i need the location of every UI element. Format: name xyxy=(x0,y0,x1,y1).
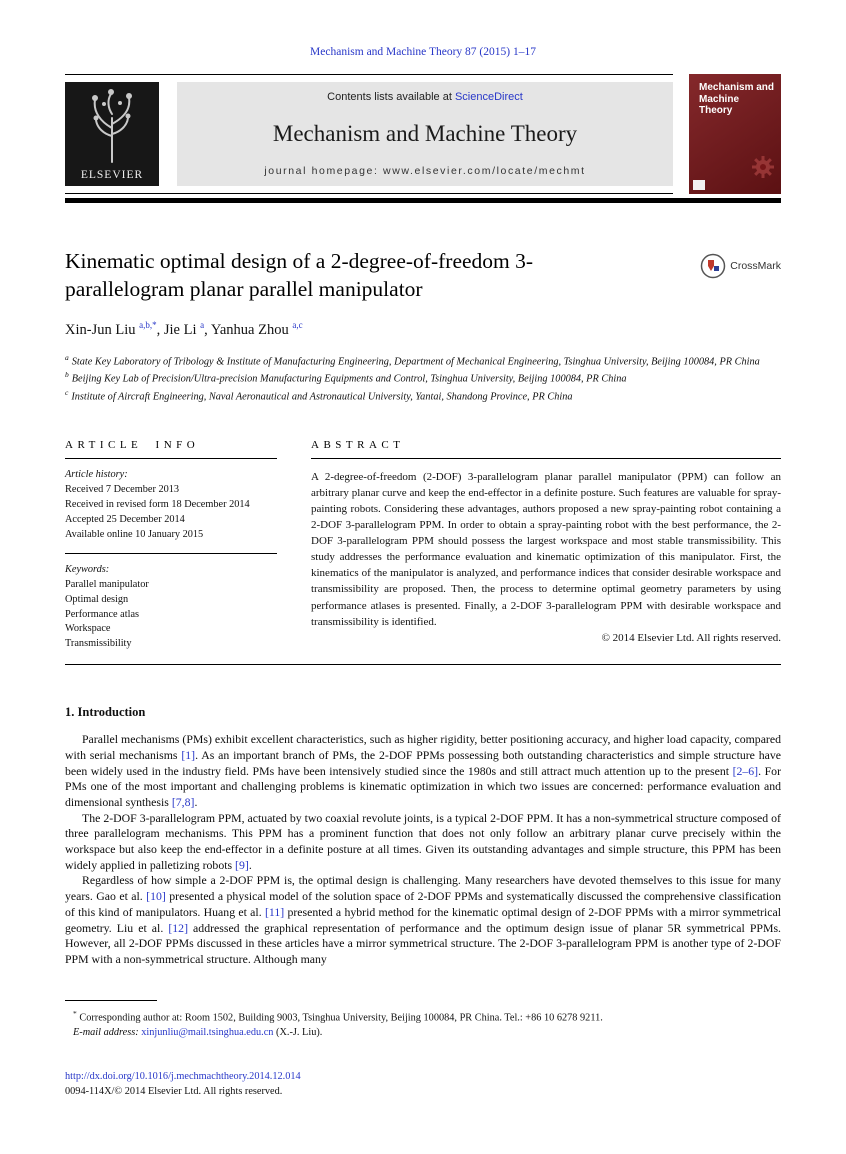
keyword: Transmissibility xyxy=(65,638,132,650)
journal-title: Mechanism and Machine Theory xyxy=(272,121,578,146)
intro-paragraph: The 2-DOF 3-parallelogram PPM, actuated by two coaxial revolute joints, is a typical 2-DOF PPM. It has a non-symmetrical structure composed of three parallelogram mechanisms. This PPM has a prominent function that does not only follow an arbitrary planar curve precisely within the workspace but also keep the end-effector in a definite posture at all times. Given its outstanding advantages and simple structure, this PPM has been widely applied in palletizing robots [9]. xyxy=(65,810,781,872)
email-note: E-mail address: xinjunliu@mail.tsinghua.edu.cn (X.-J. Liu). xyxy=(73,1027,323,1039)
affiliation: $^a$ State Key Laboratory of Tribology & Institute of Manufacturing Engineering, Department of Mechanical Engineering, Tsinghua University, Beijing 100084, PR China xyxy=(65,352,760,367)
citation-link[interactable]: [11] xyxy=(264,904,285,919)
divider-bar xyxy=(65,198,781,203)
abstract-copyright: © 2014 Elsevier Ltd. All rights reserved. xyxy=(601,631,781,644)
citation-link[interactable]: [10] xyxy=(146,889,166,904)
citation-link[interactable]: [9] xyxy=(235,857,249,872)
sciencedirect-link[interactable]: ScienceDirect xyxy=(454,91,523,103)
section-heading: 1. Introduction xyxy=(65,705,146,720)
history-line: Available online 10 January 2015 xyxy=(65,528,204,540)
article-info-heading: ARTICLE INFO xyxy=(65,439,277,459)
history-label: Article history: xyxy=(65,469,128,481)
author-affil-sup: a,b,* xyxy=(139,319,157,330)
keywords-block xyxy=(65,554,277,653)
abstract-heading: ABSTRACT xyxy=(311,439,781,459)
keyword: Workspace xyxy=(65,623,111,635)
citation-link[interactable]: [7,8] xyxy=(171,795,195,810)
article-history xyxy=(65,459,277,554)
issn-copyright-line: 0094-114X/© 2014 Elsevier Ltd. All rights reserved. xyxy=(65,1086,283,1098)
title-row xyxy=(65,247,781,304)
citation-link[interactable]: [1] xyxy=(181,747,196,762)
journal-citation-link[interactable]: Mechanism and Machine Theory 87 (2015) 1–17 xyxy=(310,46,536,58)
author-name: Yanhua Zhou $^{a,c}$ xyxy=(210,319,303,338)
cover-footer-strip xyxy=(693,180,705,190)
author-name: Jie Li $^a$ xyxy=(163,319,205,338)
page-footer xyxy=(65,1069,781,1100)
crossmark-icon xyxy=(700,253,726,279)
keyword: Optimal design xyxy=(65,593,129,605)
contents-text: Contents lists available at xyxy=(327,91,455,103)
affiliation: $^b$ Beijing Key Lab of Precision/Ultra-precision Manufacturing Equipments and Control, Tsinghua University, Beijing 100084, PR China xyxy=(65,370,627,385)
author-affil-sup: a xyxy=(200,319,205,330)
author-name: Xin-Jun Liu $^{a,b,*}$ xyxy=(65,319,157,338)
crossmark-badge[interactable] xyxy=(700,253,781,279)
doi-link[interactable]: http://dx.doi.org/10.1016/j.mechmachtheory.2014.12.014 xyxy=(65,1070,301,1082)
intro-paragraph: Parallel mechanisms (PMs) exhibit excellent characteristics, such as higher rigidity, better positioning accuracy, and higher load capacity, compared with serial mechanisms [1]. As an important branch of PMs, the 2-DOF PPMs possessing both outstanding characteristics and simple structure have been widely used in the industry field. PMs have been intensively studied since the 1980s and still attract much attention up to the present [2–6]. For PMs one of the most important and challenging problems is kinematic optimization in which two issues are concerned: performance evaluation and dimensional synthesis [7,8]. xyxy=(65,732,782,810)
author-list: Xin-Jun Liu $^{a,b,*}$, Jie Li $^a$, Yanhua Zhou $^{a,c}$ xyxy=(65,319,303,338)
history-line: Received 7 December 2013 xyxy=(65,484,180,496)
crossmark-label: CrossMark xyxy=(730,260,781,272)
keyword: Parallel manipulator xyxy=(65,578,149,590)
banner-main xyxy=(65,74,673,194)
citation-link[interactable]: [2–6] xyxy=(732,763,759,778)
journal-cover-thumbnail[interactable] xyxy=(689,74,781,194)
footnote xyxy=(65,1000,781,1041)
article-info-column xyxy=(65,439,277,652)
citation-link[interactable]: [12] xyxy=(168,920,188,935)
history-line: Accepted 25 December 2014 xyxy=(65,513,185,525)
author-affil-sup: a,c xyxy=(292,319,303,330)
elsevier-wordmark: ELSEVIER xyxy=(80,169,144,181)
affiliation: $^c$ Institute of Aircraft Engineering, Naval Aeronautical and Astronautical University, Yantai, Shandong Province, PR China xyxy=(65,388,573,403)
banner-center xyxy=(177,82,673,186)
footnote-rule xyxy=(65,1000,157,1001)
gear-icon xyxy=(750,154,776,180)
keyword: Performance atlas xyxy=(65,608,140,620)
elsevier-tree-icon xyxy=(71,84,153,168)
intro-paragraph: Regardless of how simple a 2-DOF PPM is, the optimal design is challenging. Many researchers have devoted themselves to this issue for many years. Gao et al. [10] presented a physical model of the solution space of 2-DOF PPMs and systematically discussed the comprehensive classification of this kind of manipulators. Huang et al. [11] presented a hybrid method for the kinematic optimal design of 2-DOF PPMs with a mirror symmetrical geometry. Liu et al. [12] addressed the graphical representation of performance and the optimum design issue of planar 5R symmetrical PPMs. However, all 2-DOF PPMs discussed in these articles have a mirror symmetrical structure. The 2-DOF 3-parallelogram PPM is another type of 2-DOF PPM with a non-symmetrical structure. Although many xyxy=(65,873,782,966)
affiliation-list xyxy=(65,352,781,406)
keywords-label: Keywords: xyxy=(65,563,110,575)
cover-title: Mechanism and Machine Theory xyxy=(699,82,775,116)
abstract-column xyxy=(311,439,781,652)
elsevier-logo xyxy=(65,82,159,186)
corresponding-author-note: * Corresponding author at: Room 1502, Building 9003, Tsinghua University, Beijing 100084, PR China. Tel.: +86 10 6278 9211. xyxy=(73,1008,603,1024)
article-title: Kinematic optimal design of a 2-degree-of-freedom 3-parallelogram planar parallel manipulator xyxy=(65,249,534,302)
history-line: Received in revised form 18 December 2014 xyxy=(65,499,250,510)
contents-line xyxy=(183,91,667,103)
journal-banner xyxy=(65,74,781,194)
journal-homepage-link[interactable]: journal homepage: www.elsevier.com/locate/mechmt xyxy=(264,165,586,177)
email-link[interactable]: xinjunliu@mail.tsinghua.edu.cn xyxy=(141,1027,274,1039)
info-abstract-section xyxy=(65,439,781,665)
abstract-text: A 2-degree-of-freedom (2-DOF) 3-parallelogram planar parallel manipulator (PPM) can follow an arbitrary planar curve and keep the end-effector in a definite posture. Such features are valuable for spray-painting robots. Considering these advantages, authors proposed a new spray-painting robot containing a 2-DOF 3-parallelogram PPM. In order to obtain a spray-painting robot with the best performance, the 2-DOF 3-parallelogram PPM should possess the largest workspace and most stable transmissibility. This study addresses the performance evaluation and kinematic optimization of this manipulator. First, the kinematics of the manipulator is analyzed, and performance indices that consider desirable workspace and transmissibility are proposed. Then, the process to determine optimal geometry parameters by using performance atlases is presented. Finally, a 2-DOF 3-parallelogram PPM with desirable workspace and transmissibility is identified. xyxy=(311,471,781,628)
